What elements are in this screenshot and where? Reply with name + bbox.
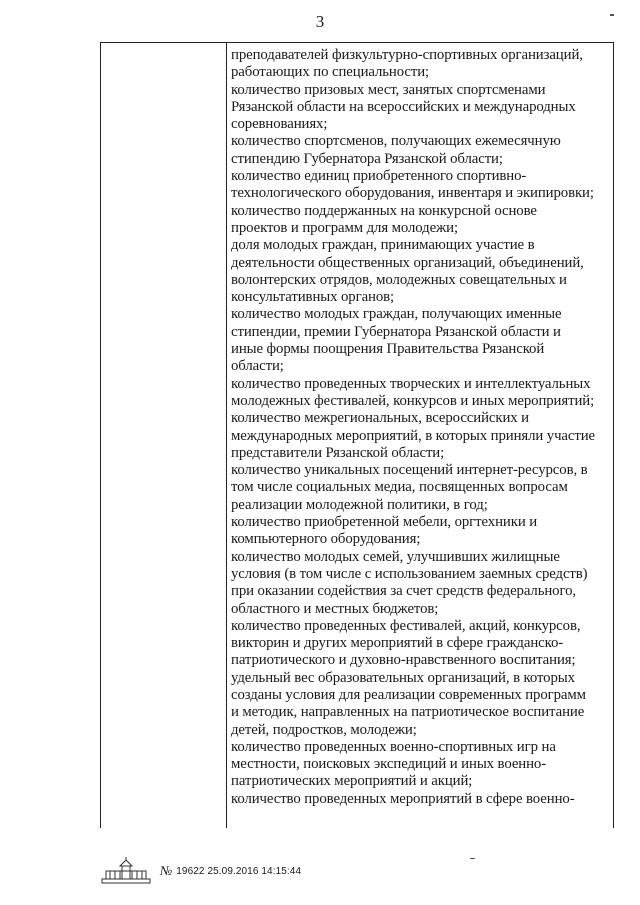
text-line: иные формы поощрения Правительства Рязанской: [231, 341, 545, 358]
text-line: компьютерного оборудования;: [231, 531, 421, 548]
text-line: количество приобретенной мебели, оргтехники и: [231, 514, 538, 531]
text-line: патриотических мероприятий и акций;: [231, 773, 473, 790]
text-line: и методик, направленных на патриотическое воспитание: [231, 704, 585, 721]
text-line: количество проведенных творческих и интеллектуальных: [231, 375, 591, 392]
document-table: [100, 42, 614, 828]
text-line: количество проведенных фестивалей, акций, конкурсов,: [231, 617, 581, 634]
text-line: консультативных органов;: [231, 289, 395, 306]
text-line: стипендию Губернатора Рязанской области;: [231, 150, 503, 167]
table-column-divider: [226, 43, 227, 828]
registration-footer: [100, 856, 301, 886]
text-line: стипендии, премии Губернатора Рязанской области и: [231, 323, 561, 340]
text-line: количество единиц приобретенного спортивно-: [231, 168, 527, 185]
text-line: работающих по специальности;: [231, 64, 430, 81]
text-line: деятельности общественных организаций, объединений,: [231, 254, 584, 271]
scan-speck: [610, 14, 614, 16]
text-line: удельный вес образовательных организаций, в которых: [231, 669, 575, 686]
text-line: преподавателей физкультурно-спортивных организаций,: [231, 47, 583, 63]
text-line: волонтерских отрядов, молодежных совещательных и: [231, 271, 567, 288]
text-line: созданы условия для реализации современных программ: [231, 686, 586, 703]
text-line: патриотического и духовно-нравственного воспитания;: [231, 652, 576, 669]
registration-number-timestamp: 19622 25.09.2016 14:15:44: [176, 865, 302, 877]
text-line: количество проведенных мероприятий в сфере военно-: [231, 790, 575, 807]
registration-number-sign: №: [160, 863, 173, 878]
text-line: доля молодых граждан, принимающих участие в: [231, 237, 535, 254]
text-line: соревнованиях;: [231, 116, 328, 133]
text-line: детей, подростков, молодежи;: [231, 721, 417, 738]
text-line: представители Рязанской области;: [231, 444, 445, 461]
text-line: количество молодых семей, улучшивших жилищные: [231, 548, 560, 565]
text-line: молодежных фестивалей, конкурсов и иных мероприятий;: [231, 392, 595, 409]
text-line: областного и местных бюджетов;: [231, 600, 439, 617]
text-line: количество уникальных посещений интернет-ресурсов, в: [231, 462, 588, 479]
text-line: количество проведенных военно-спортивных игр на: [231, 738, 556, 755]
text-line: Рязанской области на всероссийских и международных: [231, 98, 576, 115]
page-number: 3: [315, 12, 325, 31]
text-line: количество спортсменов, получающих ежемесячную: [231, 133, 561, 150]
text-line: области;: [231, 358, 284, 375]
text-line: количество межрегиональных, всероссийских и: [231, 410, 529, 427]
text-line: при оказании содействия за счет средств федерального,: [231, 583, 576, 600]
text-line: местности, поисковых экспедиций и иных военно-: [231, 756, 547, 773]
text-line: том числе социальных медиа, посвященных вопросам: [231, 479, 568, 496]
government-building-emblem-icon: [100, 857, 152, 885]
text-line: международных мероприятий, в которых приняли участие: [231, 427, 596, 444]
text-line: условия (в том числе с использованием заемных средств): [231, 565, 588, 582]
text-line: викторин и других мероприятий в сфере гражданско-: [231, 635, 564, 652]
text-line: технологического оборудования, инвентаря и экипировки;: [231, 185, 594, 202]
text-line: реализации молодежной политики, в год;: [231, 496, 488, 513]
text-line: количество молодых граждан, получающих именные: [231, 306, 562, 323]
scan-speck: [470, 858, 475, 859]
text-line: проектов и программ для молодежи;: [231, 219, 458, 236]
text-line: количество призовых мест, занятых спортсменами: [231, 81, 546, 98]
indicators-cell: [231, 47, 607, 808]
text-line: количество поддержанных на конкурсной основе: [231, 202, 537, 219]
